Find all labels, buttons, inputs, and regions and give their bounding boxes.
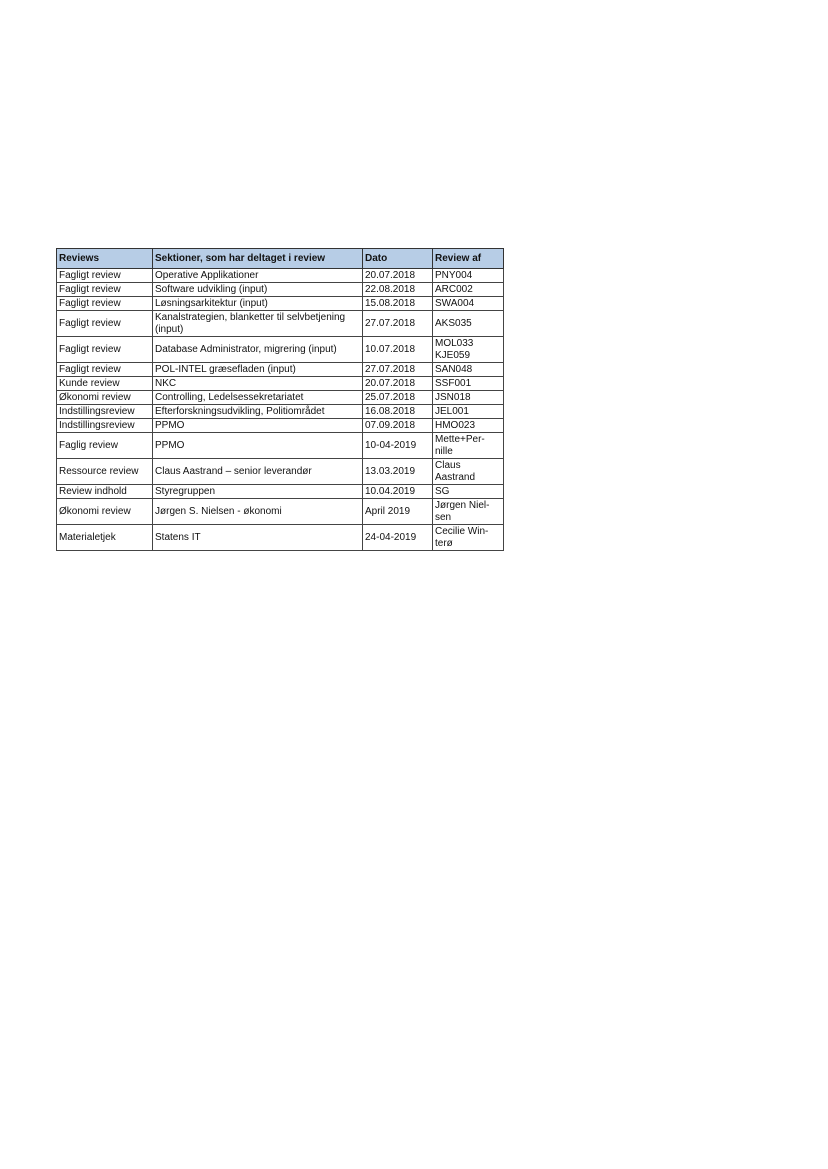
cell-dato: 07.09.2018 — [363, 419, 433, 433]
table-row — [57, 433, 504, 459]
table-row — [57, 391, 504, 405]
column-header-dato: Dato — [363, 249, 433, 269]
cell-review: Fagligt review — [57, 363, 153, 377]
cell-review: Økonomi review — [57, 391, 153, 405]
cell-dato: 20.07.2018 — [363, 269, 433, 283]
cell-review-af: Jørgen Niel-sen — [433, 499, 504, 525]
cell-review-af: AKS035 — [433, 311, 504, 337]
cell-review-af: MOL033 KJE059 — [433, 337, 504, 363]
cell-review: Fagligt review — [57, 311, 153, 337]
table-row — [57, 485, 504, 499]
cell-dato: 10.04.2019 — [363, 485, 433, 499]
cell-sektion: PPMO — [153, 419, 363, 433]
cell-sektion: Efterforskningsudvikling, Politiområdet — [153, 405, 363, 419]
cell-sektion: Jørgen S. Nielsen - økonomi — [153, 499, 363, 525]
cell-review: Fagligt review — [57, 283, 153, 297]
cell-dato: April 2019 — [363, 499, 433, 525]
cell-dato: 22.08.2018 — [363, 283, 433, 297]
cell-sektion: NKC — [153, 377, 363, 391]
cell-dato: 16.08.2018 — [363, 405, 433, 419]
cell-dato: 10-04-2019 — [363, 433, 433, 459]
cell-sektion: Statens IT — [153, 525, 363, 551]
cell-review: Økonomi review — [57, 499, 153, 525]
cell-review: Fagligt review — [57, 269, 153, 283]
cell-review-af: SG — [433, 485, 504, 499]
table-row — [57, 363, 504, 377]
cell-sektion: Software udvikling (input) — [153, 283, 363, 297]
cell-sektion: PPMO — [153, 433, 363, 459]
table-row — [57, 269, 504, 283]
table-row — [57, 525, 504, 551]
table-header-row — [57, 249, 504, 269]
cell-review-af: PNY004 — [433, 269, 504, 283]
cell-dato: 10.07.2018 — [363, 337, 433, 363]
cell-dato: 24-04-2019 — [363, 525, 433, 551]
cell-sektion: Database Administrator, migrering (input) — [153, 337, 363, 363]
cell-sektion: Kanalstrategien, blanketter til selvbetjening (input) — [153, 311, 363, 337]
cell-review: Indstillingsreview — [57, 419, 153, 433]
cell-review: Fagligt review — [57, 337, 153, 363]
cell-review-af: Mette+Per-nille — [433, 433, 504, 459]
cell-review-af: SAN048 — [433, 363, 504, 377]
table-row — [57, 377, 504, 391]
column-header-review-af: Review af — [433, 249, 504, 269]
cell-review-af: Claus Aastrand — [433, 459, 504, 485]
cell-dato: 27.07.2018 — [363, 311, 433, 337]
table-row — [57, 459, 504, 485]
cell-review: Ressource review — [57, 459, 153, 485]
table-row — [57, 311, 504, 337]
cell-review: Review indhold — [57, 485, 153, 499]
cell-review: Indstillingsreview — [57, 405, 153, 419]
cell-review: Fagligt review — [57, 297, 153, 311]
cell-dato: 25.07.2018 — [363, 391, 433, 405]
cell-sektion: POL-INTEL græsefladen (input) — [153, 363, 363, 377]
cell-sektion: Løsningsarkitektur (input) — [153, 297, 363, 311]
table-row — [57, 419, 504, 433]
column-header-reviews: Reviews — [57, 249, 153, 269]
table-row — [57, 499, 504, 525]
table-row — [57, 297, 504, 311]
cell-review-af: SWA004 — [433, 297, 504, 311]
reviews-table — [56, 248, 504, 551]
cell-dato: 27.07.2018 — [363, 363, 433, 377]
cell-review-af: JEL001 — [433, 405, 504, 419]
cell-review-af: HMO023 — [433, 419, 504, 433]
cell-review-af: Cecilie Win-terø — [433, 525, 504, 551]
table-row — [57, 283, 504, 297]
cell-dato: 15.08.2018 — [363, 297, 433, 311]
cell-sektion: Claus Aastrand – senior leverandør — [153, 459, 363, 485]
cell-review-af: JSN018 — [433, 391, 504, 405]
cell-review: Kunde review — [57, 377, 153, 391]
column-header-sektioner: Sektioner, som har deltaget i review — [153, 249, 363, 269]
cell-dato: 20.07.2018 — [363, 377, 433, 391]
cell-dato: 13.03.2019 — [363, 459, 433, 485]
cell-sektion: Controlling, Ledelsessekretariatet — [153, 391, 363, 405]
table-row — [57, 337, 504, 363]
cell-review: Faglig review — [57, 433, 153, 459]
cell-review: Materialetjek — [57, 525, 153, 551]
table-row — [57, 405, 504, 419]
cell-review-af: ARC002 — [433, 283, 504, 297]
cell-review-af: SSF001 — [433, 377, 504, 391]
cell-sektion: Styregruppen — [153, 485, 363, 499]
cell-sektion: Operative Applikationer — [153, 269, 363, 283]
